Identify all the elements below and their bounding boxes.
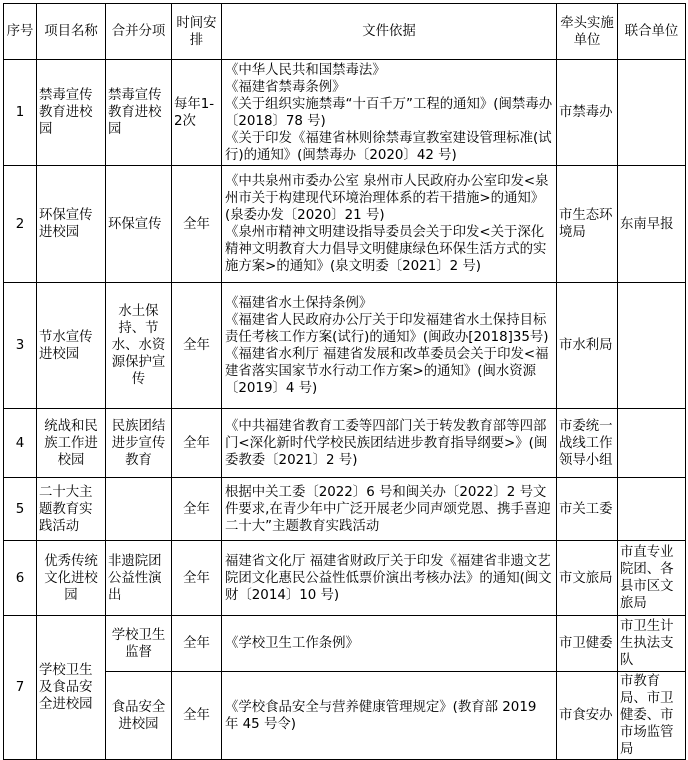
row-project: 优秀传统文化进校园 [37, 541, 106, 616]
header-merged: 合并分项 [106, 4, 172, 60]
row-lead: 市委统一战线工作领导小组 [557, 409, 618, 478]
basis-line: 《关于印发《福建省林则徐禁毒宣教室建设管理标准(试行)的通知》(闽禁毒办〔2020〕42 号) [225, 130, 552, 163]
header-basis: 文件依据 [222, 4, 557, 60]
row-partner [618, 283, 686, 409]
row-schedule: 全年 [172, 166, 222, 283]
row-basis [222, 409, 557, 478]
table-row [4, 166, 686, 283]
basis-line: 《学校食品安全与营养健康管理规定》(教育部 2019 年 45 号令) [225, 699, 537, 732]
table-row [4, 672, 686, 760]
table-row [4, 409, 686, 478]
row-schedule: 全年 [172, 283, 222, 409]
row-basis [222, 541, 557, 616]
row-partner [618, 478, 686, 541]
campus-activities-table [3, 3, 686, 760]
row-merged: 民族团结进步宣传教育 [106, 409, 172, 478]
table-row [4, 541, 686, 616]
row-lead: 市关工委 [557, 478, 618, 541]
row-merged: 食品安全进校园 [106, 672, 172, 760]
row-partner: 东南早报 [618, 166, 686, 283]
basis-line: 《泉州市精神文明建设指导委员会关于印发<关于深化精神文明教育大力倡导文明健康绿色环保生活方式的实施方案>的通知》(泉文明委〔2021〕2 号) [225, 225, 547, 274]
row-lead: 市卫健委 [557, 616, 618, 672]
row-schedule: 全年 [172, 672, 222, 760]
basis-line: 《学校卫生工作条例》 [225, 636, 359, 651]
row-seq: 6 [4, 541, 37, 616]
row-seq: 1 [4, 60, 37, 166]
row-schedule: 全年 [172, 616, 222, 672]
row-merged: 环保宣传 [106, 166, 172, 283]
row-basis [222, 616, 557, 672]
table-row [4, 60, 686, 166]
row-project: 环保宣传进校园 [37, 166, 106, 283]
row-project: 二十大主题教育实践活动 [37, 478, 106, 541]
row-schedule: 每年1-2次 [172, 60, 222, 166]
row-project: 节水宣传进校园 [37, 283, 106, 409]
basis-line: 《中华人民共和国禁毒法》 [225, 62, 386, 78]
row-basis [222, 60, 557, 166]
row-merged: 水土保持、节水、水资源保护宣传 [106, 283, 172, 409]
row-basis [222, 166, 557, 283]
row-seq: 5 [4, 478, 37, 541]
row-merged: 学校卫生监督 [106, 616, 172, 672]
row-merged [106, 478, 172, 541]
row-schedule: 全年 [172, 478, 222, 541]
row-lead: 市禁毒办 [557, 60, 618, 166]
row-project: 统战和民族工作进校园 [37, 409, 106, 478]
row-basis [222, 283, 557, 409]
basis-line: 《关于组织实施禁毒“十百千万”工程的通知》(闽禁毒办〔2018〕78 号) [225, 96, 553, 129]
row-lead: 市生态环境局 [557, 166, 618, 283]
basis-line: 《中共福建省教育工委等四部门关于转发教育部等四部门<深化新时代学校民族团结进步教育指导纲要>》(闽委教委〔2021〕2 号) [225, 418, 548, 468]
row-project: 学校卫生及食品安全进校园 [37, 616, 106, 760]
header-lead: 牵头实施单位 [557, 4, 618, 60]
row-seq: 4 [4, 409, 37, 478]
row-basis [222, 478, 557, 541]
row-seq: 2 [4, 166, 37, 283]
row-lead: 市文旅局 [557, 541, 618, 616]
row-lead: 市水利局 [557, 283, 618, 409]
header-partner: 联合单位 [618, 4, 686, 60]
row-partner [618, 409, 686, 478]
row-project: 禁毒宣传教育进校园 [37, 60, 106, 166]
row-partner: 市教育局、市卫健委、市市场监管局 [618, 672, 686, 760]
basis-line: 福建省文化厅 福建省财政厅关于印发《福建省非遗文艺院团文化惠民公益性低票价演出考核办法》的通知(闽文财〔2014〕10 号) [225, 553, 552, 603]
row-partner: 市直专业院团、各县市区文旅局 [618, 541, 686, 616]
header-row [4, 4, 686, 60]
basis-line: 根据中关工委〔2022〕6 号和闽关办〔2022〕2 号文件要求,在青少年中广泛开展老少同声颂党恩、携手喜迎二十大”主题教育实践活动 [225, 484, 551, 534]
row-merged: 禁毒宣传教育进校园 [106, 60, 172, 166]
table-row [4, 283, 686, 409]
basis-line: 《中共泉州市委办公室 泉州市人民政府办公室印发<泉州市关于构建现代环境治理体系的若干措施>的通知》(泉委办发〔2020〕21 号) [225, 174, 549, 223]
row-schedule: 全年 [172, 541, 222, 616]
row-merged: 非遗院团公益性演出 [106, 541, 172, 616]
table-row [4, 478, 686, 541]
table-row [4, 616, 686, 672]
basis-line: 《福建省水利厅 福建省发展和改革委员会关于印发<福建省落实国家节水行动工作方案>的通知》(闽水资源〔2019〕4 号) [225, 346, 549, 396]
basis-line: 《福建省人民政府办公厅关于印发福建省水土保持目标责任考核工作方案(试行)的通知》(闽政办[2018]35号) [225, 312, 549, 345]
header-project: 项目名称 [37, 4, 106, 60]
row-seq: 7 [4, 616, 37, 760]
row-basis [222, 672, 557, 760]
row-seq: 3 [4, 283, 37, 409]
header-schedule: 时间安排 [172, 4, 222, 60]
row-partner: 市卫生计生执法支队 [618, 616, 686, 672]
row-lead: 市食安办 [557, 672, 618, 760]
header-seq: 序号 [4, 4, 37, 60]
basis-line: 《福建省水土保持条例》 [225, 295, 373, 311]
row-schedule: 全年 [172, 409, 222, 478]
basis-line: 《福建省禁毒条例》 [225, 79, 346, 95]
row-partner [618, 60, 686, 166]
